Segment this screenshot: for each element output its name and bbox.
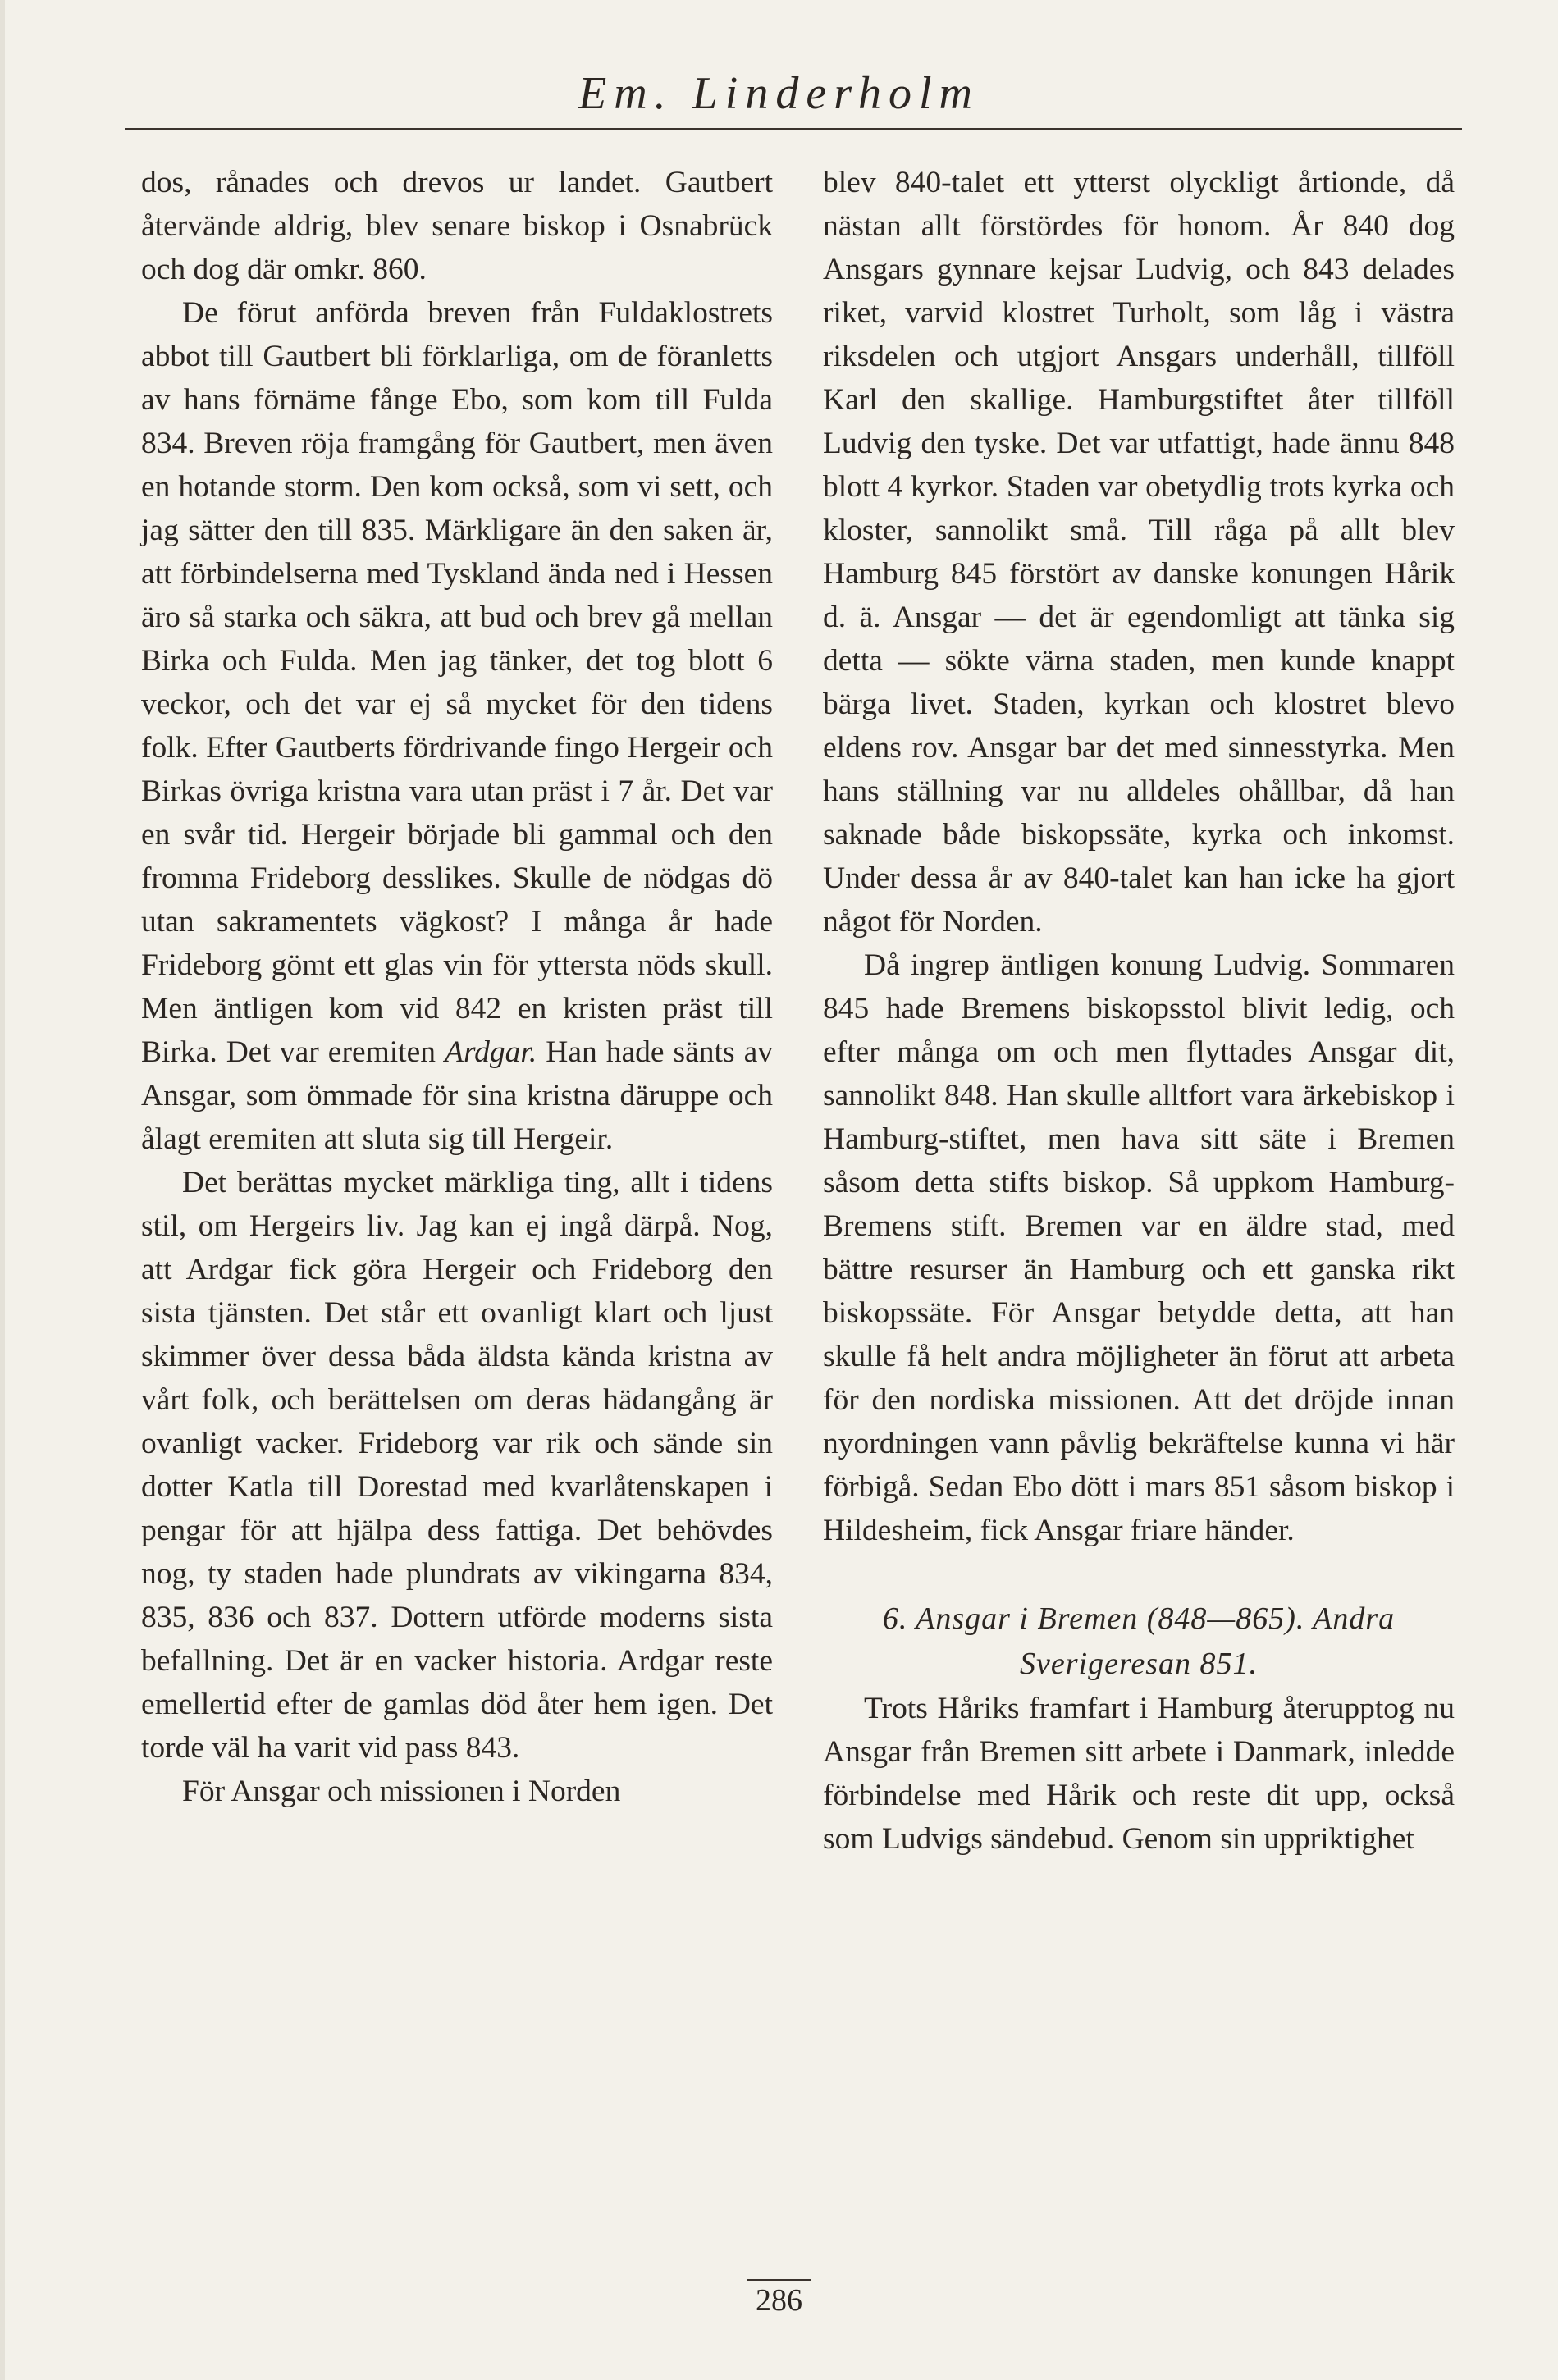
right-paragraph-3: Trots Håriks framfart i Hamburg återupptog nu Ansgar från Bremen sitt arbete i Danmark, inledde förbindelse med Hårik och reste dit upp, också som Ludvigs sändebud. Genom sin uppriktighet xyxy=(823,1692,1455,1856)
left-paragraph-1: dos, rånades och drevos ur landet. Gautbert återvände aldrig, blev senare biskop i Osnabrück och dog där omkr. 860. xyxy=(141,166,773,286)
right-paragraph-2: Då ingrep äntligen konung Ludvig. Sommaren 845 hade Bremens biskopsstol blivit ledig, och efter många om och men flyttades Ansgar dit, sannolikt 848. Han skulle alltfort vara ärkebiskop i Hamburg-stiftet, men hava sitt säte i Bremen såsom detta stifts biskop. Så uppkom Hamburg-Bremens stift. Bremen var en äldre stad, med bättre resurser än Hamburg och ett ganska rikt biskopssäte. För Ansgar betydde detta, att han skulle få helt andra möjligheter än förut att arbeta för den nordiska missionen. Att det dröjde innan nyordningen vann påvlig bekräftelse kunna vi här förbigå. Sedan Ebo dött i mars 851 såsom biskop i Hildesheim, fick Ansgar friare händer. xyxy=(823,948,1455,1547)
page-number xyxy=(0,2279,1558,2318)
running-header: Em. Linderholm xyxy=(578,68,980,119)
left-paragraph-3: Det berättas mycket märkliga ting, allt i tidens stil, om Hergeirs liv. Jag kan ej ingå därpå. Nog, att Ardgar fick göra Hergeir och Frideborg den sista tjänsten. Det står ett ovanligt klart och ljust skimmer över dessa båda äldsta kända kristna av vårt folk, och berättelsen om deras hädangång är ovanligt vacker. Frideborg var rik och sände sin dotter Katla till Dorestad med kvarlåtenskapen i pengar för att hjälpa dess fattiga. Det behövdes nog, ty staden hade plundrats av vikingarna 834, 835, 836 och 837. Dottern utförde moderns sista befallning. Det är en vacker historia. Ardgar reste emellertid efter de gamlas död åter hem igen. Det torde väl ha varit vid pass 843. xyxy=(141,1166,773,1765)
section-heading xyxy=(823,1597,1455,1687)
left-paragraph-2 xyxy=(141,291,773,1161)
section-heading-line-1: 6. Ansgar i Bremen (848—865). Andra xyxy=(882,1601,1396,1636)
left-paragraph-4: För Ansgar och missionen i Norden xyxy=(182,1775,621,1808)
emphasized-name-ardgar: Ardgar. xyxy=(445,1035,537,1069)
right-paragraph-1: blev 840-talet ett ytterst olyckligt årtionde, då nästan allt förstördes för honom. År 840 dog Ansgars gynnare kejsar Ludvig, och 843 delades riket, varvid klostret Turholt, som låg i västra riksdelen och utgjort Ansgars underhåll, tillföll Karl den skallige. Hamburgstiftet åter tillföll Ludvig den tyske. Det var utfattigt, hade ännu 848 blott 4 kyrkor. Staden var obetydlig trots kyrka och kloster, sannolikt små. Till råga på allt blev Hamburg 845 förstört av danske konungen Hårik d. ä. Ansgar — det är egendomligt att tänka sig detta — sökte värna staden, men kunde knappt bärga livet. Staden, kyrkan och klostret blevo eldens rov. Ansgar bar det med sinnesstyrka. Men hans ställning var nu alldeles ohållbar, då han saknade både biskopssäte, kyrka och inkomst. Under dessa år av 840-talet kan han icke ha gjort något för Norden. xyxy=(823,166,1455,939)
right-column xyxy=(823,161,1455,1861)
left-paragraph-2-end: Han hade sänts av Ansgar, som ömmade för sina kristna däruppe och ålagt eremiten att sluta sig till Hergeir. xyxy=(141,1035,773,1156)
header-rule xyxy=(125,128,1462,130)
section-heading-line-2: Sverigeresan 851. xyxy=(1020,1647,1258,1681)
page-number-text: 286 xyxy=(747,2279,811,2318)
left-column xyxy=(141,161,773,1813)
left-paragraph-2-text: De förut anförda breven från Fuldaklostrets abbot till Gautbert bli förklarliga, om de föranletts av hans förnäme fånge Ebo, som kom till Fulda 834. Breven röja framgång för Gautbert, men även en hotande storm. Den kom också, som vi sett, och jag sätter den till 835. Märkligare än den saken är, att förbindelserna med Tyskland ända ned i Hessen äro så starka och säkra, att bud och brev gå mellan Birka och Fulda. Men jag tänker, det tog blott 6 veckor, och det var ej så mycket för den tidens folk. Efter Gautberts fördrivande fingo Hergeir och Birkas övriga kristna vara utan präst i 7 år. Det var en svår tid. Hergeir började bli gammal och den fromma Frideborg desslikes. Skulle de nödgas dö utan sakramentets vägkost? I många år hade Frideborg gömt ett glas vin för yttersta nöds skull. Men äntligen kom vid 842 en kristen präst till Birka. Det var eremiten xyxy=(141,296,773,1069)
